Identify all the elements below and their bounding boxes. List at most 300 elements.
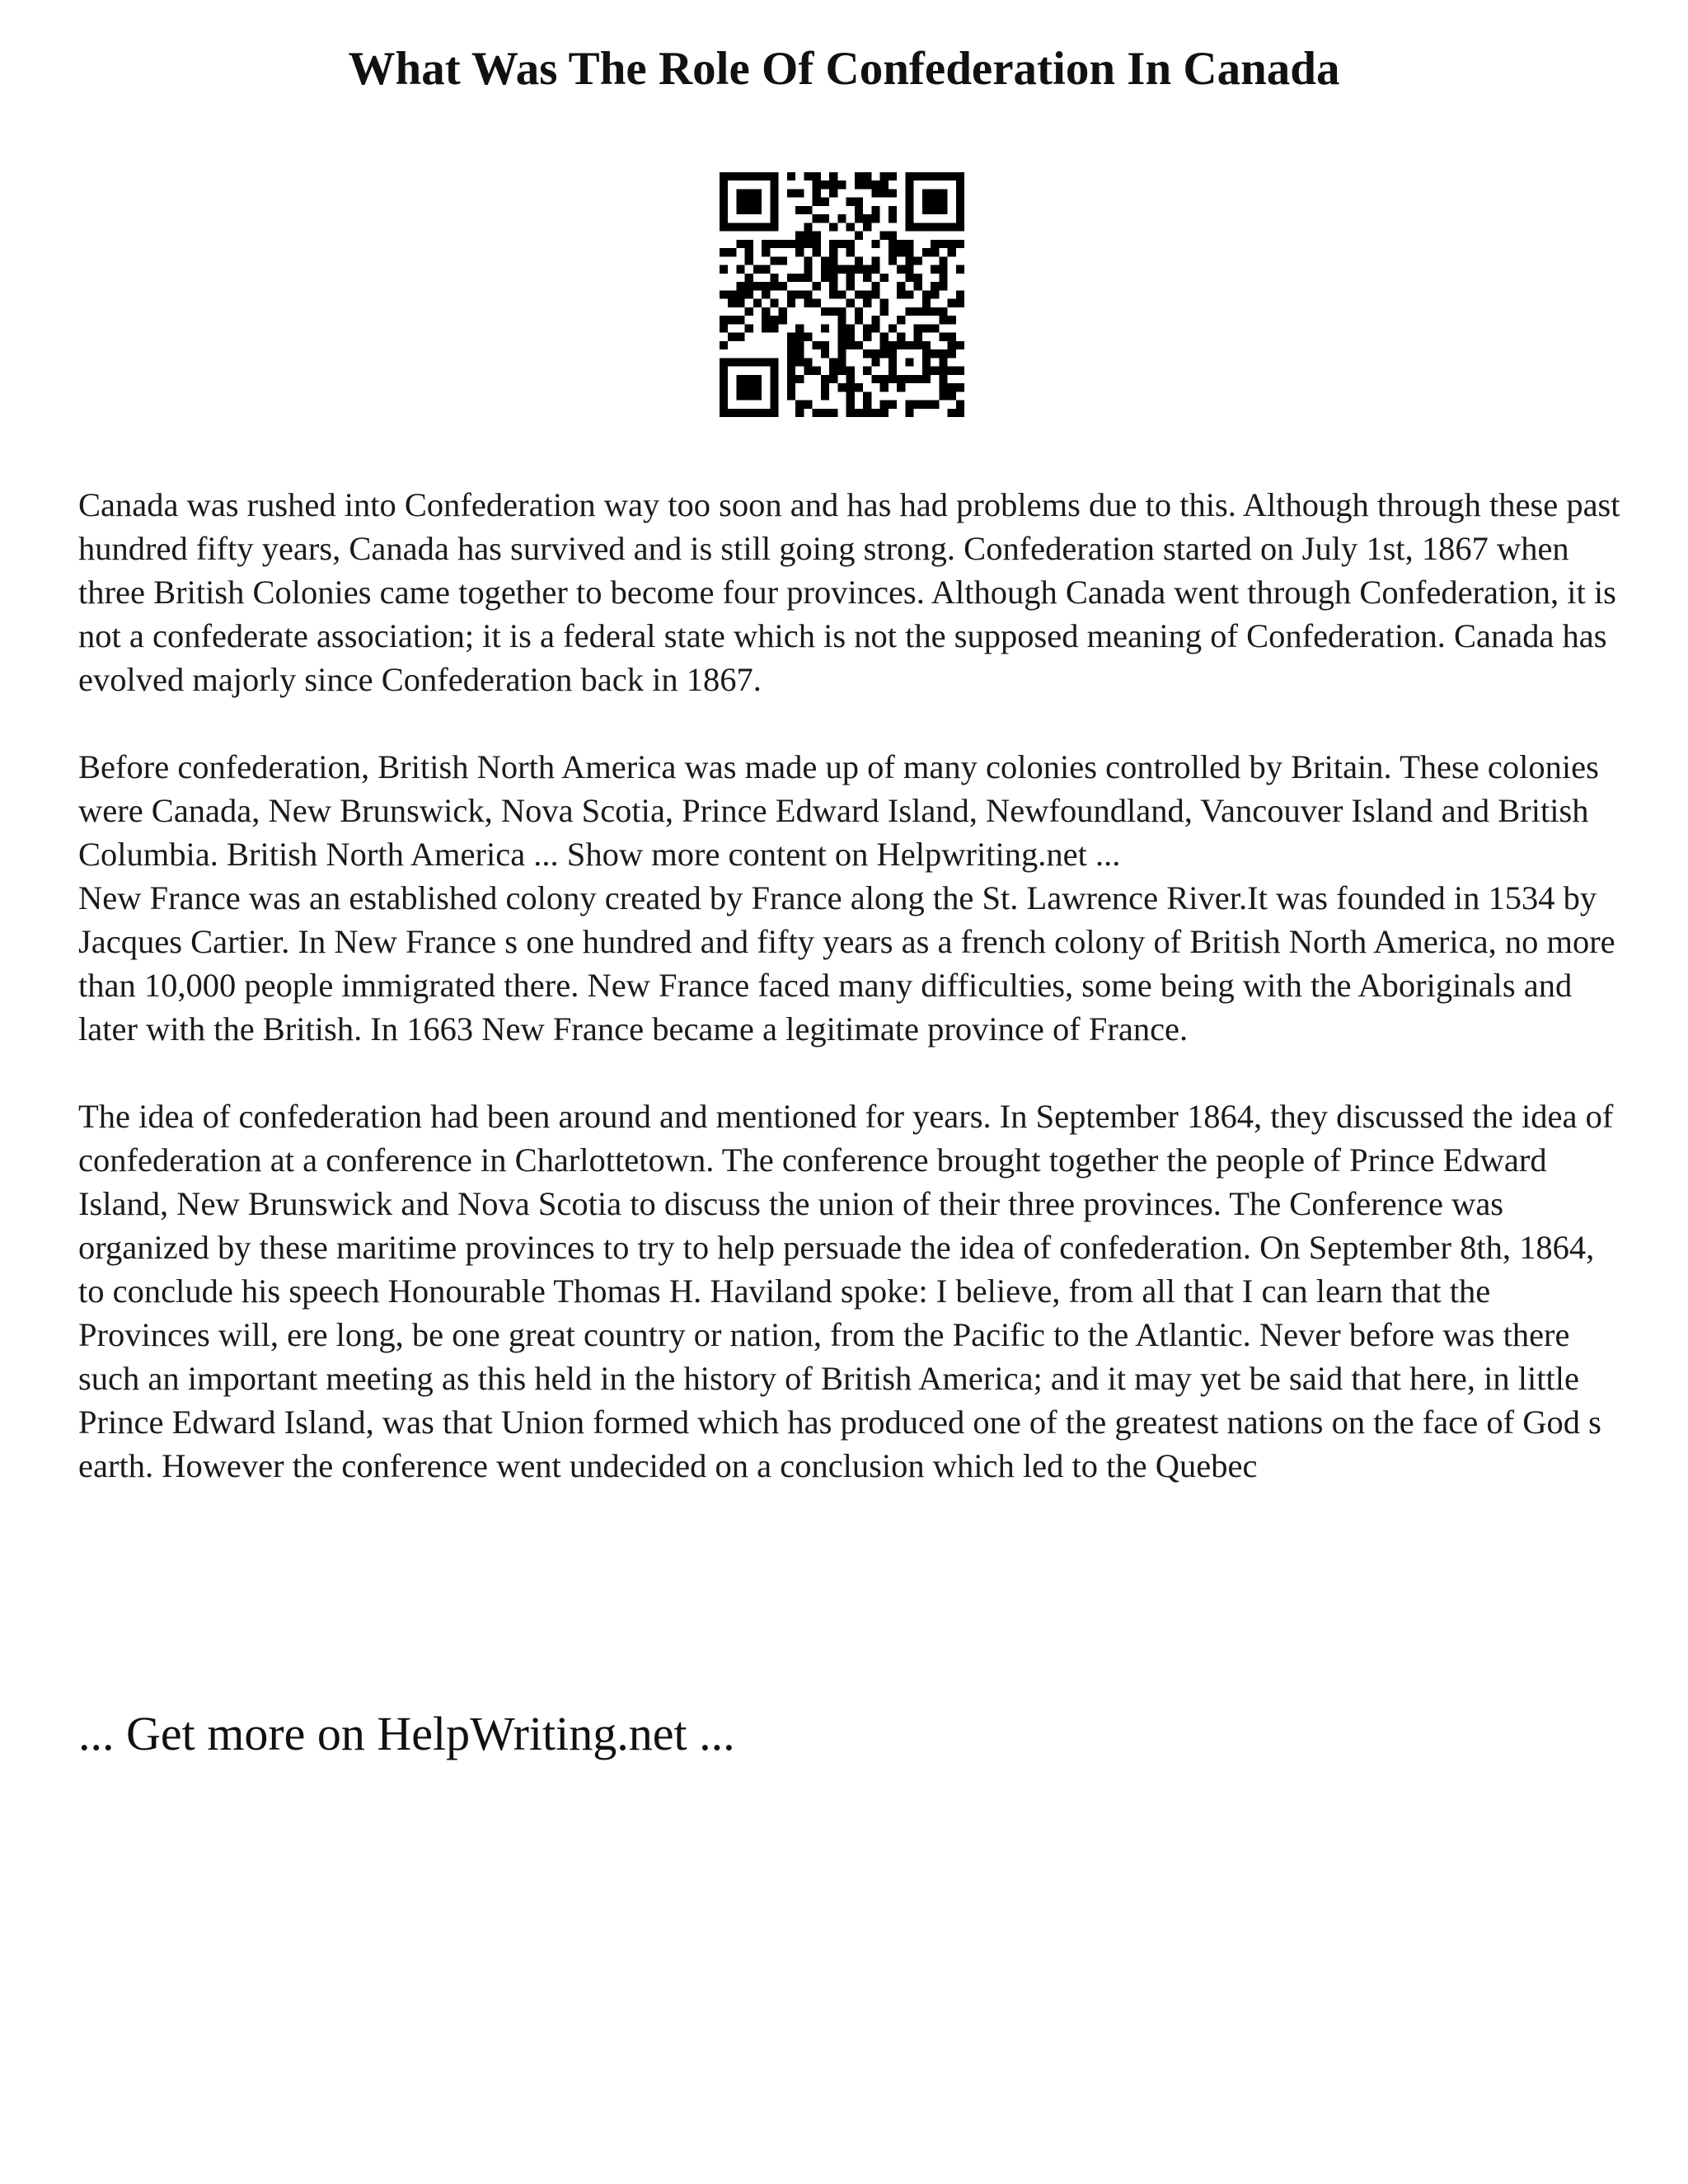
qr-module xyxy=(770,391,778,400)
qr-module xyxy=(728,290,736,298)
qr-module xyxy=(948,316,956,324)
qr-module xyxy=(948,409,956,417)
qr-module xyxy=(931,248,939,256)
qr-module xyxy=(728,223,736,231)
qr-module xyxy=(897,290,905,298)
qr-module xyxy=(922,349,931,358)
qr-module xyxy=(837,214,846,223)
qr-module xyxy=(804,401,812,409)
qr-module xyxy=(770,375,778,383)
qr-module xyxy=(770,172,778,180)
qr-module xyxy=(939,307,947,316)
qr-module xyxy=(720,223,728,231)
qr-module xyxy=(736,189,744,197)
qr-module xyxy=(728,358,736,366)
qr-module xyxy=(753,265,762,274)
qr-module xyxy=(804,256,812,265)
qr-module xyxy=(753,223,762,231)
qr-module xyxy=(770,198,778,206)
qr-module xyxy=(745,324,753,332)
qr-module xyxy=(762,290,770,298)
qr-module xyxy=(863,223,871,231)
qr-module xyxy=(871,180,879,189)
qr-module xyxy=(787,349,795,358)
qr-module xyxy=(787,274,795,282)
qr-module xyxy=(914,274,922,282)
qr-module xyxy=(914,223,922,231)
qr-module xyxy=(922,401,931,409)
qr-module xyxy=(720,401,728,409)
qr-module xyxy=(821,375,829,383)
qr-module xyxy=(736,375,744,383)
qr-module xyxy=(956,172,964,180)
qr-module xyxy=(880,383,889,391)
qr-module xyxy=(855,256,863,265)
paragraph-colonies: Before confederation, British North America was made up of many colonies controlled by Britain. These colonies were Canada, New Brunswick, Nova Scotia, Prince Edward Island, Newfoundland, Vancouver Island and British Columbia. British North America ... Show more content on Helpwriting.net ... xyxy=(78,748,1599,873)
qr-module xyxy=(728,316,736,324)
qr-module xyxy=(736,333,744,341)
qr-module xyxy=(795,240,804,248)
qr-module xyxy=(829,248,837,256)
qr-module xyxy=(728,172,736,180)
qr-module xyxy=(939,223,947,231)
qr-module xyxy=(795,401,804,409)
qr-module xyxy=(905,375,913,383)
qr-module xyxy=(846,299,855,307)
qr-module xyxy=(745,391,753,400)
qr-module xyxy=(813,172,821,180)
qr-module xyxy=(939,189,947,197)
qr-module xyxy=(753,299,762,307)
qr-module xyxy=(795,274,804,282)
qr-module xyxy=(779,316,787,324)
qr-module xyxy=(745,409,753,417)
qr-module xyxy=(889,206,897,214)
qr-module xyxy=(897,383,905,391)
qr-module xyxy=(821,409,829,417)
qr-module xyxy=(829,282,837,290)
qr-module xyxy=(837,240,846,248)
qr-module xyxy=(720,180,728,189)
paragraph-gap xyxy=(78,1051,1628,1094)
qr-module xyxy=(745,223,753,231)
qr-module xyxy=(905,206,913,214)
qr-module xyxy=(914,333,922,341)
qr-module xyxy=(762,265,770,274)
qr-module xyxy=(939,383,947,391)
qr-module xyxy=(880,401,889,409)
qr-module xyxy=(871,316,879,324)
qr-module xyxy=(736,223,744,231)
qr-module xyxy=(863,214,871,223)
qr-module xyxy=(770,409,778,417)
qr-module xyxy=(813,409,821,417)
qr-module xyxy=(837,358,846,366)
qr-module xyxy=(821,256,829,265)
qr-module xyxy=(720,383,728,391)
qr-module xyxy=(736,240,744,248)
article-body xyxy=(78,483,1628,1488)
qr-module xyxy=(948,223,956,231)
qr-module xyxy=(897,248,905,256)
qr-module xyxy=(905,401,913,409)
qr-module xyxy=(770,214,778,223)
qr-module xyxy=(804,358,812,366)
qr-module xyxy=(939,240,947,248)
qr-module xyxy=(948,299,956,307)
qr-module xyxy=(956,290,964,298)
qr-module xyxy=(829,409,837,417)
qr-module xyxy=(770,206,778,214)
qr-module xyxy=(779,256,787,265)
qr-module xyxy=(829,274,837,282)
qr-module xyxy=(837,265,846,274)
qr-module xyxy=(922,189,931,197)
qr-module xyxy=(905,240,913,248)
qr-module xyxy=(871,256,879,265)
qr-module xyxy=(880,341,889,349)
qr-module xyxy=(720,358,728,366)
qr-module xyxy=(736,290,744,298)
qr-module xyxy=(787,189,795,197)
qr-module xyxy=(846,391,855,400)
qr-module xyxy=(948,240,956,248)
qr-module xyxy=(855,341,863,349)
qr-module xyxy=(770,256,778,265)
qr-module xyxy=(770,282,778,290)
qr-module xyxy=(939,206,947,214)
qr-module xyxy=(770,180,778,189)
qr-module xyxy=(863,324,871,332)
qr-module xyxy=(795,324,804,332)
qr-module xyxy=(855,290,863,298)
qr-module xyxy=(787,290,795,298)
qr-module xyxy=(889,172,897,180)
qr-module xyxy=(795,189,804,197)
qr-module xyxy=(795,232,804,240)
qr-module xyxy=(871,265,879,274)
qr-module xyxy=(846,367,855,375)
qr-module xyxy=(736,198,744,206)
qr-module xyxy=(753,409,762,417)
qr-module xyxy=(829,240,837,248)
qr-module xyxy=(948,333,956,341)
qr-module xyxy=(779,307,787,316)
qr-module xyxy=(889,248,897,256)
qr-module xyxy=(720,189,728,197)
qr-module xyxy=(931,198,939,206)
qr-module xyxy=(745,383,753,391)
qr-module xyxy=(905,180,913,189)
qr-module xyxy=(837,180,846,189)
qr-module xyxy=(889,232,897,240)
qr-module xyxy=(829,223,837,231)
qr-module xyxy=(905,214,913,223)
qr-module xyxy=(897,375,905,383)
qr-module xyxy=(905,274,913,282)
qr-module xyxy=(736,316,744,324)
qr-module xyxy=(770,367,778,375)
qr-module xyxy=(720,324,728,332)
qr-module xyxy=(939,256,947,265)
qr-module xyxy=(837,333,846,341)
qr-module xyxy=(897,341,905,349)
qr-module xyxy=(795,409,804,417)
qr-module xyxy=(956,206,964,214)
qr-module xyxy=(931,324,939,332)
qr-module xyxy=(855,316,863,324)
qr-code-icon xyxy=(720,172,964,417)
qr-module xyxy=(939,333,947,341)
qr-module xyxy=(939,375,947,383)
qr-module xyxy=(956,383,964,391)
qr-module xyxy=(728,333,736,341)
qr-module xyxy=(939,358,947,366)
qr-module xyxy=(846,265,855,274)
qr-module xyxy=(753,206,762,214)
paragraph-intro: Canada was rushed into Confederation way too soon and has had problems due to this. Although through these past hundred fifty years, Canada has survived and is still going strong. Confederation started on July 1st, 1867 when three British Colonies came together to become four provinces. Although Canada went through Confederation, it is not a confederate association; it is a federal state which is not the supposed meaning of Confederation. Canada has evolved majorly since Confederation back in 1867. xyxy=(78,486,1620,698)
qr-module xyxy=(745,274,753,282)
qr-module xyxy=(897,333,905,341)
qr-module xyxy=(871,290,879,298)
qr-module xyxy=(821,180,829,189)
qr-module xyxy=(762,324,770,332)
qr-module xyxy=(914,324,922,332)
qr-module xyxy=(922,172,931,180)
qr-module xyxy=(905,248,913,256)
qr-module xyxy=(804,299,812,307)
qr-module xyxy=(914,256,922,265)
qr-module xyxy=(905,189,913,197)
qr-module xyxy=(795,333,804,341)
qr-module xyxy=(931,282,939,290)
qr-module xyxy=(889,341,897,349)
qr-module xyxy=(855,198,863,206)
qr-module xyxy=(939,282,947,290)
qr-module xyxy=(762,172,770,180)
qr-module xyxy=(787,367,795,375)
qr-module xyxy=(762,409,770,417)
qr-module xyxy=(931,240,939,248)
qr-module xyxy=(855,214,863,223)
qr-module xyxy=(821,307,829,316)
qr-module xyxy=(745,240,753,248)
qr-module xyxy=(736,265,744,274)
paragraph-gap xyxy=(78,701,1628,745)
qr-module xyxy=(762,358,770,366)
qr-module xyxy=(871,206,879,214)
qr-module xyxy=(922,206,931,214)
qr-module xyxy=(863,299,871,307)
qr-module xyxy=(956,299,964,307)
qr-module xyxy=(821,198,829,206)
qr-module xyxy=(855,172,863,180)
qr-module xyxy=(804,265,812,274)
qr-module xyxy=(829,172,837,180)
qr-module xyxy=(846,248,855,256)
qr-module xyxy=(939,198,947,206)
qr-module xyxy=(922,367,931,375)
qr-module xyxy=(770,358,778,366)
qr-module xyxy=(939,265,947,274)
qr-module xyxy=(948,248,956,256)
qr-module xyxy=(880,409,889,417)
qr-module xyxy=(821,383,829,391)
qr-module xyxy=(956,180,964,189)
qr-module xyxy=(863,349,871,358)
qr-module xyxy=(813,198,821,206)
qr-module xyxy=(846,282,855,290)
qr-module xyxy=(804,232,812,240)
qr-module xyxy=(779,282,787,290)
qr-module xyxy=(871,240,879,248)
qr-module xyxy=(846,198,855,206)
qr-module xyxy=(762,248,770,256)
qr-module xyxy=(736,172,744,180)
qr-module xyxy=(829,290,837,298)
qr-module xyxy=(889,214,897,223)
qr-module xyxy=(813,282,821,290)
qr-module xyxy=(956,409,964,417)
get-more-link[interactable]: ... Get more on HelpWriting.net ... xyxy=(78,1707,735,1760)
qr-module xyxy=(863,290,871,298)
qr-module xyxy=(871,324,879,332)
qr-module xyxy=(787,358,795,366)
qr-module xyxy=(846,341,855,349)
qr-module xyxy=(837,349,846,358)
qr-module xyxy=(871,189,879,197)
qr-module xyxy=(745,172,753,180)
qr-module xyxy=(770,401,778,409)
qr-module xyxy=(720,206,728,214)
qr-module xyxy=(745,248,753,256)
qr-module xyxy=(745,206,753,214)
qr-module xyxy=(880,307,889,316)
qr-module xyxy=(948,383,956,391)
qr-module xyxy=(829,307,837,316)
qr-module xyxy=(948,172,956,180)
qr-module xyxy=(829,180,837,189)
qr-module xyxy=(770,240,778,248)
qr-module xyxy=(762,316,770,324)
qr-module xyxy=(855,383,863,391)
qr-module xyxy=(753,172,762,180)
qr-module xyxy=(837,290,846,298)
qr-module xyxy=(948,349,956,358)
qr-module xyxy=(914,401,922,409)
qr-module xyxy=(745,198,753,206)
qr-module xyxy=(753,375,762,383)
qr-module xyxy=(829,358,837,366)
qr-module xyxy=(880,299,889,307)
qr-module xyxy=(863,367,871,375)
qr-module xyxy=(736,299,744,307)
qr-module xyxy=(745,358,753,366)
qr-module xyxy=(720,265,728,274)
page-title: What Was The Role Of Confederation In Canada xyxy=(348,43,1340,95)
qr-module xyxy=(939,391,947,400)
qr-module xyxy=(753,189,762,197)
qr-module xyxy=(728,299,736,307)
qr-module xyxy=(720,316,728,324)
qr-module xyxy=(905,307,913,316)
qr-module xyxy=(956,341,964,349)
qr-module xyxy=(846,375,855,383)
qr-module xyxy=(871,282,879,290)
qr-module xyxy=(795,248,804,256)
qr-module xyxy=(931,367,939,375)
qr-module xyxy=(787,333,795,341)
qr-module xyxy=(863,391,871,400)
qr-module xyxy=(905,198,913,206)
qr-module xyxy=(855,307,863,316)
qr-module xyxy=(837,324,846,332)
qr-module xyxy=(880,274,889,282)
qr-module xyxy=(787,299,795,307)
qr-module xyxy=(804,290,812,298)
qr-module xyxy=(855,180,863,189)
qr-module xyxy=(804,333,812,341)
qr-module xyxy=(931,401,939,409)
qr-module xyxy=(846,223,855,231)
qr-module xyxy=(770,316,778,324)
qr-module xyxy=(956,214,964,223)
qr-module xyxy=(931,265,939,274)
qr-module xyxy=(931,223,939,231)
qr-module xyxy=(931,307,939,316)
qr-module xyxy=(720,248,728,256)
qr-module xyxy=(931,349,939,358)
qr-module xyxy=(787,391,795,400)
qr-module xyxy=(956,401,964,409)
qr-module xyxy=(770,383,778,391)
qr-module xyxy=(914,341,922,349)
qr-module xyxy=(922,198,931,206)
qr-module xyxy=(939,349,947,358)
qr-module xyxy=(837,316,846,324)
qr-module xyxy=(939,274,947,282)
qr-module xyxy=(855,265,863,274)
qr-module xyxy=(813,232,821,240)
qr-module xyxy=(821,265,829,274)
qr-module xyxy=(905,358,913,366)
qr-module xyxy=(753,391,762,400)
qr-module xyxy=(905,172,913,180)
qr-module xyxy=(889,240,897,248)
qr-module xyxy=(880,172,889,180)
qr-code-graphic xyxy=(720,172,964,417)
qr-module xyxy=(871,409,879,417)
qr-module xyxy=(863,274,871,282)
qr-module xyxy=(837,341,846,349)
paragraph-charlottetown: The idea of confederation had been around and mentioned for years. In September 1864, they discussed the idea of confederation at a conference in Charlottetown. The conference brought together the people of Prince Edward Island, New Brunswick and Nova Scotia to discuss the union of their three provinces. The Conference was organized by these maritime provinces to try to help persuade the idea of confederation. On September 8th, 1864, to conclude his speech Honourable Thomas H. Haviland spoke: I believe, from all that I can learn that the Provinces will, ere long, be one great country or nation, from the Pacific to the Atlantic. Never before was there such an important meeting as this held in the history of British America; and it may yet be said that here, in little Prince Edward Island, was that Union formed which has produced one of the greatest nations on the face of God s earth. However the conference went undecided on a conclusion which led to the Quebec xyxy=(78,1098,1614,1484)
qr-module xyxy=(795,341,804,349)
qr-module xyxy=(889,367,897,375)
qr-module xyxy=(770,189,778,197)
qr-module xyxy=(829,265,837,274)
qr-module xyxy=(905,290,913,298)
qr-module xyxy=(795,349,804,358)
qr-module xyxy=(914,307,922,316)
qr-module xyxy=(770,324,778,332)
qr-module xyxy=(720,409,728,417)
qr-module xyxy=(779,240,787,248)
qr-module xyxy=(720,214,728,223)
qr-module xyxy=(863,409,871,417)
qr-module xyxy=(736,358,744,366)
qr-module xyxy=(720,290,728,298)
qr-module xyxy=(829,367,837,375)
